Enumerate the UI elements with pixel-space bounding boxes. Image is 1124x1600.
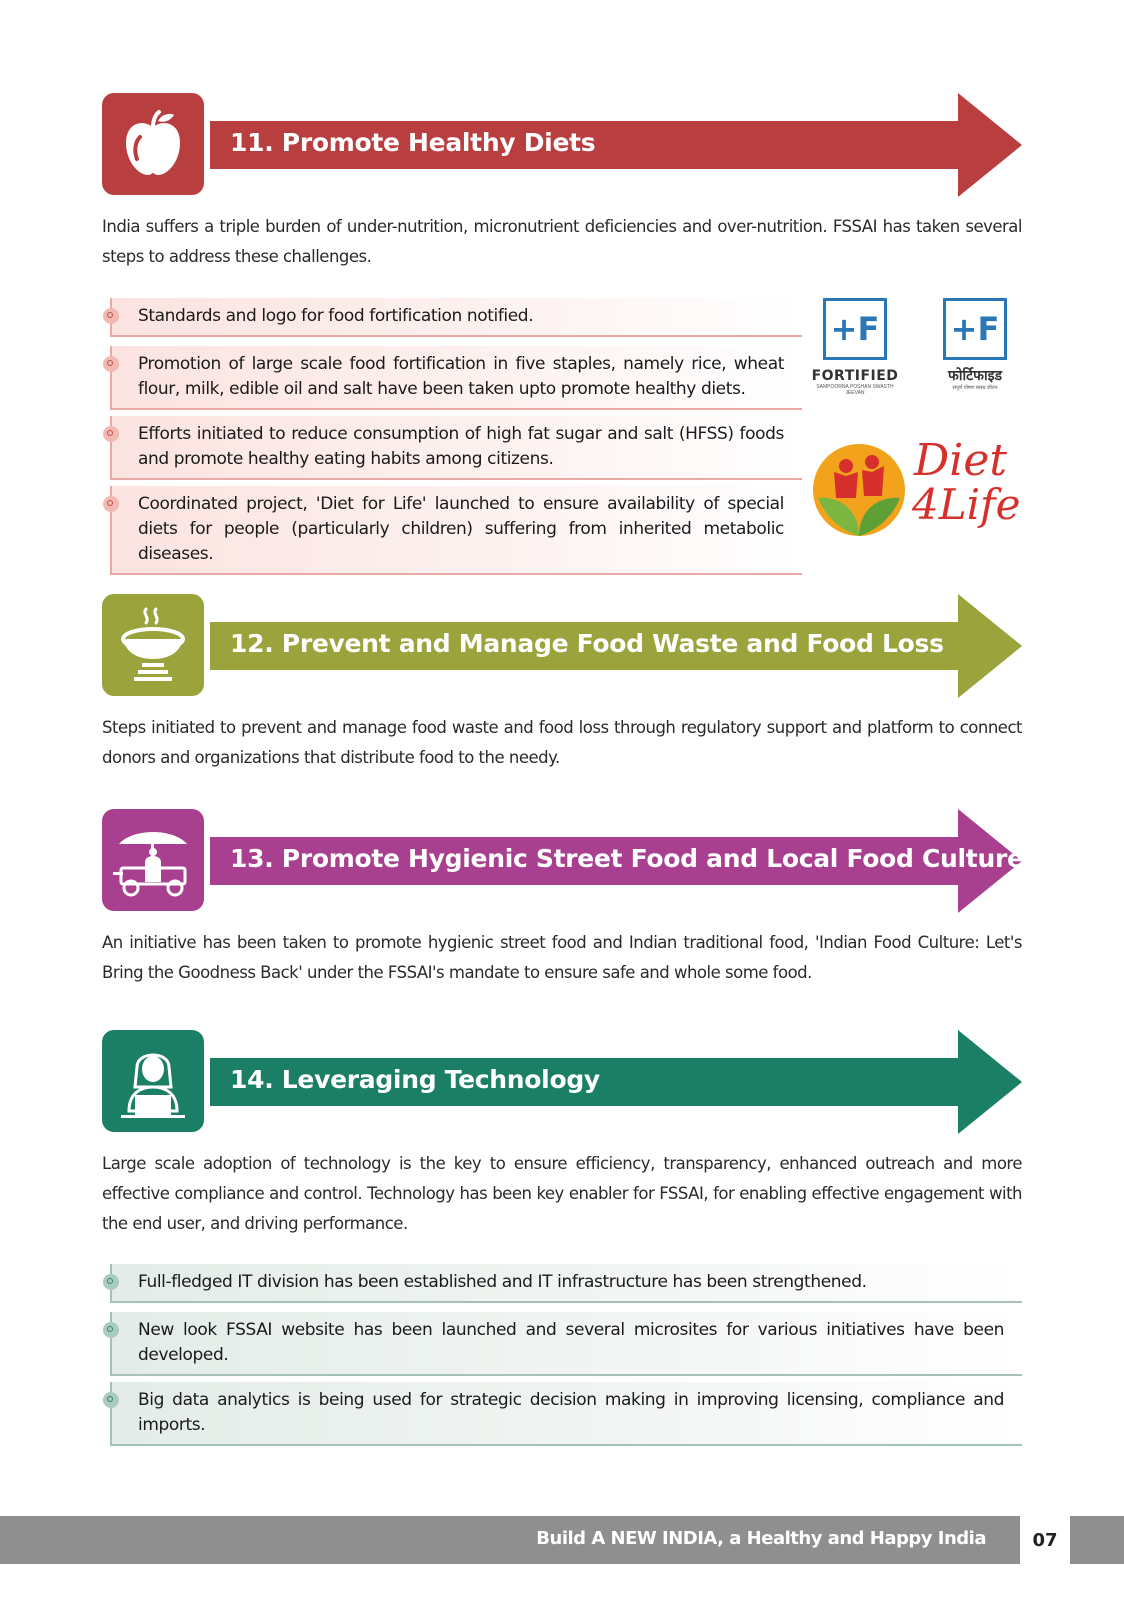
list-item-text: Standards and logo for food fortification notified. (138, 306, 534, 326)
bullet-icon (103, 1392, 119, 1408)
diet-for-life-emblem-icon (810, 440, 908, 538)
list-item (110, 416, 802, 480)
section-icon-box (102, 1030, 204, 1132)
diet-for-life-logo: Diet 4Life (810, 436, 1024, 540)
section-paragraph: Large scale adoption of technology is the key to ensure efficiency, transparency, enhanced outreach and more effective compliance and control. Technology has been key enabler for FSSAI, for enabling effective engagement with the end user, and driving performance. (102, 1154, 1022, 1233)
section-icon-box (102, 809, 204, 911)
bullet-icon (103, 1322, 119, 1338)
bullet-icon (103, 496, 119, 512)
section-title: 13. Promote Hygienic Street Food and Local Food Culture (230, 844, 1024, 873)
page-number: 07 (1020, 1516, 1070, 1564)
fortified-logo-english: +F FORTIFIED SAMPOORNA POSHAN SWASTH JEEVAN (810, 298, 900, 396)
section-title: 14. Leveraging Technology (230, 1065, 600, 1094)
person-laptop-icon (113, 1041, 193, 1121)
list-item (110, 1312, 1022, 1376)
footer-tagline: Build A NEW INDIA, a Healthy and Happy India (536, 1528, 986, 1549)
bullet-icon (103, 1274, 119, 1290)
list-item (110, 1264, 1022, 1303)
footer-tail (1070, 1516, 1124, 1564)
footer-bar (0, 1516, 1020, 1564)
list-item-text: Coordinated project, 'Diet for Life' launched to ensure availability of special diets for people (particularly children) suffering from inherited metabolic diseases. (138, 494, 784, 564)
food-bowl-icon (118, 605, 188, 685)
list-item-text: Promotion of large scale food fortification in five staples, namely rice, wheat flour, milk, edible oil and salt have been taken upto promote healthy diets. (138, 354, 784, 399)
apple-icon (120, 109, 186, 179)
list-item (110, 298, 802, 337)
section-paragraph: India suffers a triple burden of under-nutrition, micronutrient deficiencies and over-nutrition. FSSAI has taken several steps to address these challenges. (102, 217, 1022, 266)
list-item-text: Full-fledged IT division has been established and IT infrastructure has been strengthened. (138, 1272, 867, 1292)
list-item (110, 1382, 1022, 1446)
fortified-logo-hindi: +F फोर्टिफाइड संपूर्ण पोषण स्वस्थ जीवन (930, 298, 1020, 391)
fortified-mark-icon: +F (943, 298, 1007, 360)
section-paragraph: An initiative has been taken to promote hygienic street food and Indian traditional food, 'Indian Food Culture: Let's Bring the Goodness Back' under the FSSAI's mandate to ensure safe and whole some food. (102, 933, 1022, 982)
section-icon-box (102, 594, 204, 696)
list-item-text: New look FSSAI website has been launched and several microsites for various initiatives have been developed. (138, 1320, 1004, 1365)
section-title: 11. Promote Healthy Diets (230, 128, 596, 157)
list-item-text: Efforts initiated to reduce consumption of high fat sugar and salt (HFSS) foods and promote healthy eating habits among citizens. (138, 424, 784, 469)
bullet-icon (103, 308, 119, 324)
bullet-icon (103, 426, 119, 442)
section-icon-box (102, 93, 204, 195)
food-cart-icon (113, 822, 193, 898)
list-item (110, 486, 802, 575)
section-paragraph: Steps initiated to prevent and manage food waste and food loss through regulatory support and platform to connect donors and organizations that distribute food to the needy. (102, 718, 1022, 767)
section-title: 12. Prevent and Manage Food Waste and Food Loss (230, 629, 944, 658)
list-item (110, 346, 802, 410)
list-item-text: Big data analytics is being used for strategic decision making in improving licensing, compliance and imports. (138, 1390, 1004, 1435)
fortified-mark-icon: +F (823, 298, 887, 360)
bullet-icon (103, 356, 119, 372)
